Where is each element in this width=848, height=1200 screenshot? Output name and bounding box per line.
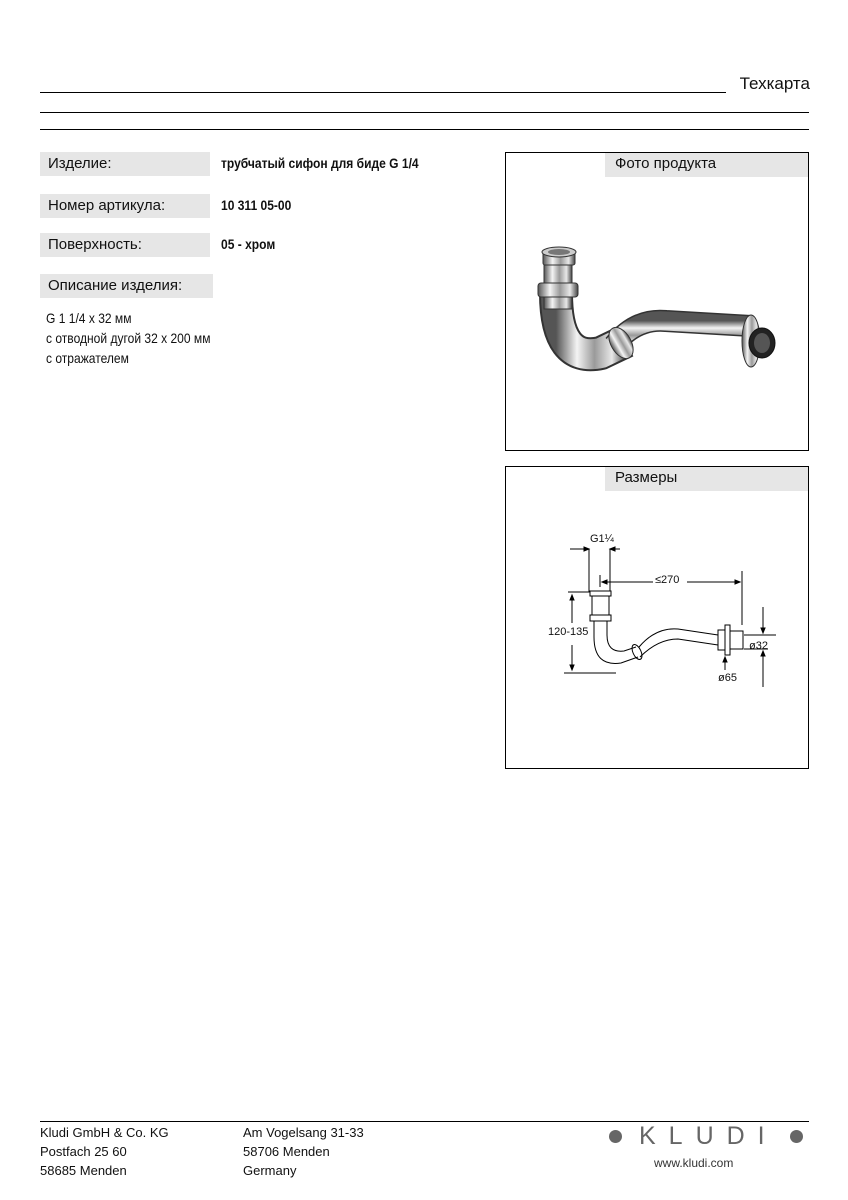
surface-label: Поверхность: [40, 233, 210, 257]
footer-street: Am Vogelsang 31-33 [243, 1125, 364, 1140]
article-label: Номер артикула: [40, 194, 210, 218]
description-line-3: с отражателем [46, 350, 129, 366]
description-text [46, 308, 210, 368]
dimensions-title: Размеры [605, 467, 808, 491]
footer-postbox-city: 58685 Menden [40, 1163, 127, 1178]
footer-company-address [40, 1123, 169, 1180]
dimension-drawing [506, 467, 810, 770]
product-value: трубчатый сифон для биде G 1/4 [221, 155, 419, 171]
dim-length-label: ≤270 [655, 574, 680, 586]
footer-street-address [243, 1123, 364, 1180]
product-photo-panel [505, 152, 809, 451]
surface-value: 05 - хром [221, 236, 276, 252]
header-rule-2 [40, 112, 809, 113]
kludi-logo [603, 1122, 809, 1152]
footer-postbox: Postfach 25 60 [40, 1144, 127, 1159]
header-rule-3 [40, 129, 809, 130]
dim-flange-diameter-label: ø65 [718, 672, 737, 684]
product-photo-title: Фото продукта [605, 153, 808, 177]
description-line-1: G 1 1/4 x 32 мм [46, 310, 132, 326]
product-label: Изделие: [40, 152, 210, 176]
footer-city: 58706 Menden [243, 1144, 330, 1159]
dim-thread-label: G1¼ [590, 533, 614, 545]
logo-dot-right-icon [790, 1130, 803, 1143]
footer-company-name: Kludi GmbH & Co. KG [40, 1125, 169, 1140]
dim-pipe-diameter-label: ø32 [749, 640, 768, 652]
article-value: 10 311 05-00 [221, 197, 292, 213]
header-rule-top [40, 92, 726, 93]
dimensions-panel [505, 466, 809, 769]
document-title: Техкарта [739, 74, 810, 93]
siphon-photo [506, 153, 810, 452]
description-label: Описание изделия: [40, 274, 213, 298]
footer-country: Germany [243, 1163, 297, 1178]
logo-dot-left-icon [609, 1130, 622, 1143]
website-link[interactable]: www.kludi.com [654, 1156, 734, 1170]
description-line-2: с отводной дугой 32 x 200 мм [46, 330, 211, 346]
dim-height-label: 120-135 [548, 626, 589, 638]
logo-wordmark: KLUDI [639, 1122, 778, 1150]
